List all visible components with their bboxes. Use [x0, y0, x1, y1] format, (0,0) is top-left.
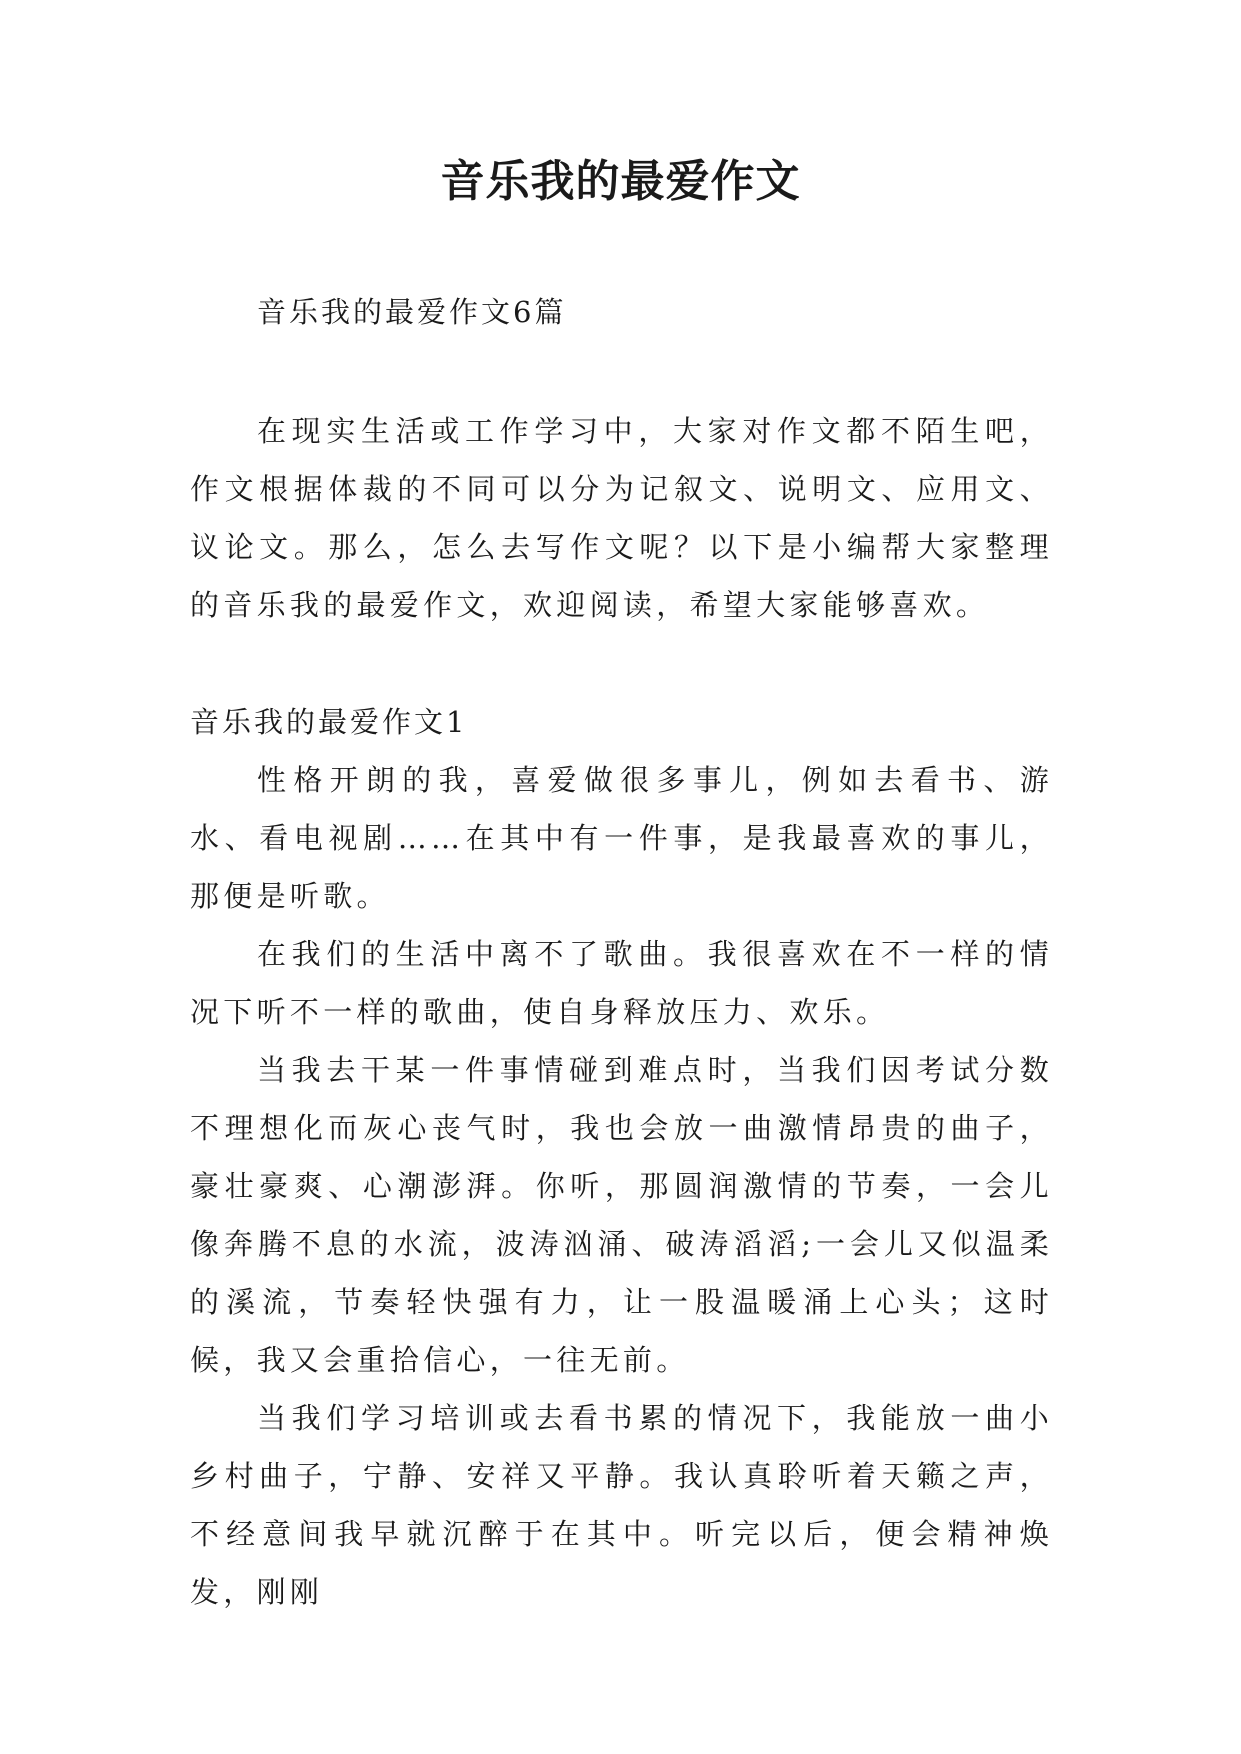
section-heading: 音乐我的最爱作文1: [190, 705, 468, 739]
document-subtitle: 音乐我的最爱作文6篇: [257, 295, 567, 329]
section-1: [190, 693, 1053, 1621]
section-paragraph: 在我们的生活中离不了歌曲。我很喜欢在不一样的情况下听不一样的歌曲，使自身释放压力、欢乐。: [190, 937, 1053, 1029]
intro-paragraph: 在现实生活或工作学习中，大家对作文都不陌生吧，作文根据体裁的不同可以分为记叙文、说明文、应用文、议论文。那么，怎么去写作文呢？以下是小编帮大家整理的音乐我的最爱作文，欢迎阅读，希望大家能够喜欢。: [190, 414, 1053, 622]
section-paragraph: 当我们学习培训或去看书累的情况下，我能放一曲小乡村曲子，宁静、安祥又平静。我认真聆听着天籁之声，不经意间我早就沉醉于在其中。听完以后，便会精神焕发，刚刚: [190, 1401, 1053, 1609]
intro-block: [190, 402, 1053, 634]
section-paragraph: 当我去干某一件事情碰到难点时，当我们因考试分数不理想化而灰心丧气时，我也会放一曲激情昂贵的曲子，豪壮豪爽、心潮澎湃。你听，那圆润激情的节奏，一会儿像奔腾不息的水流，波涛汹涌、破涛滔滔;一会儿又似温柔的溪流，节奏轻快强有力，让一股温暖涌上心头；这时候，我又会重拾信心，一往无前。: [190, 1053, 1053, 1377]
document-title: 音乐我的最爱作文: [440, 156, 801, 207]
section-paragraph: 性格开朗的我，喜爱做很多事儿，例如去看书、游水、看电视剧……在其中有一件事，是我最喜欢的事儿，那便是听歌。: [190, 763, 1053, 913]
